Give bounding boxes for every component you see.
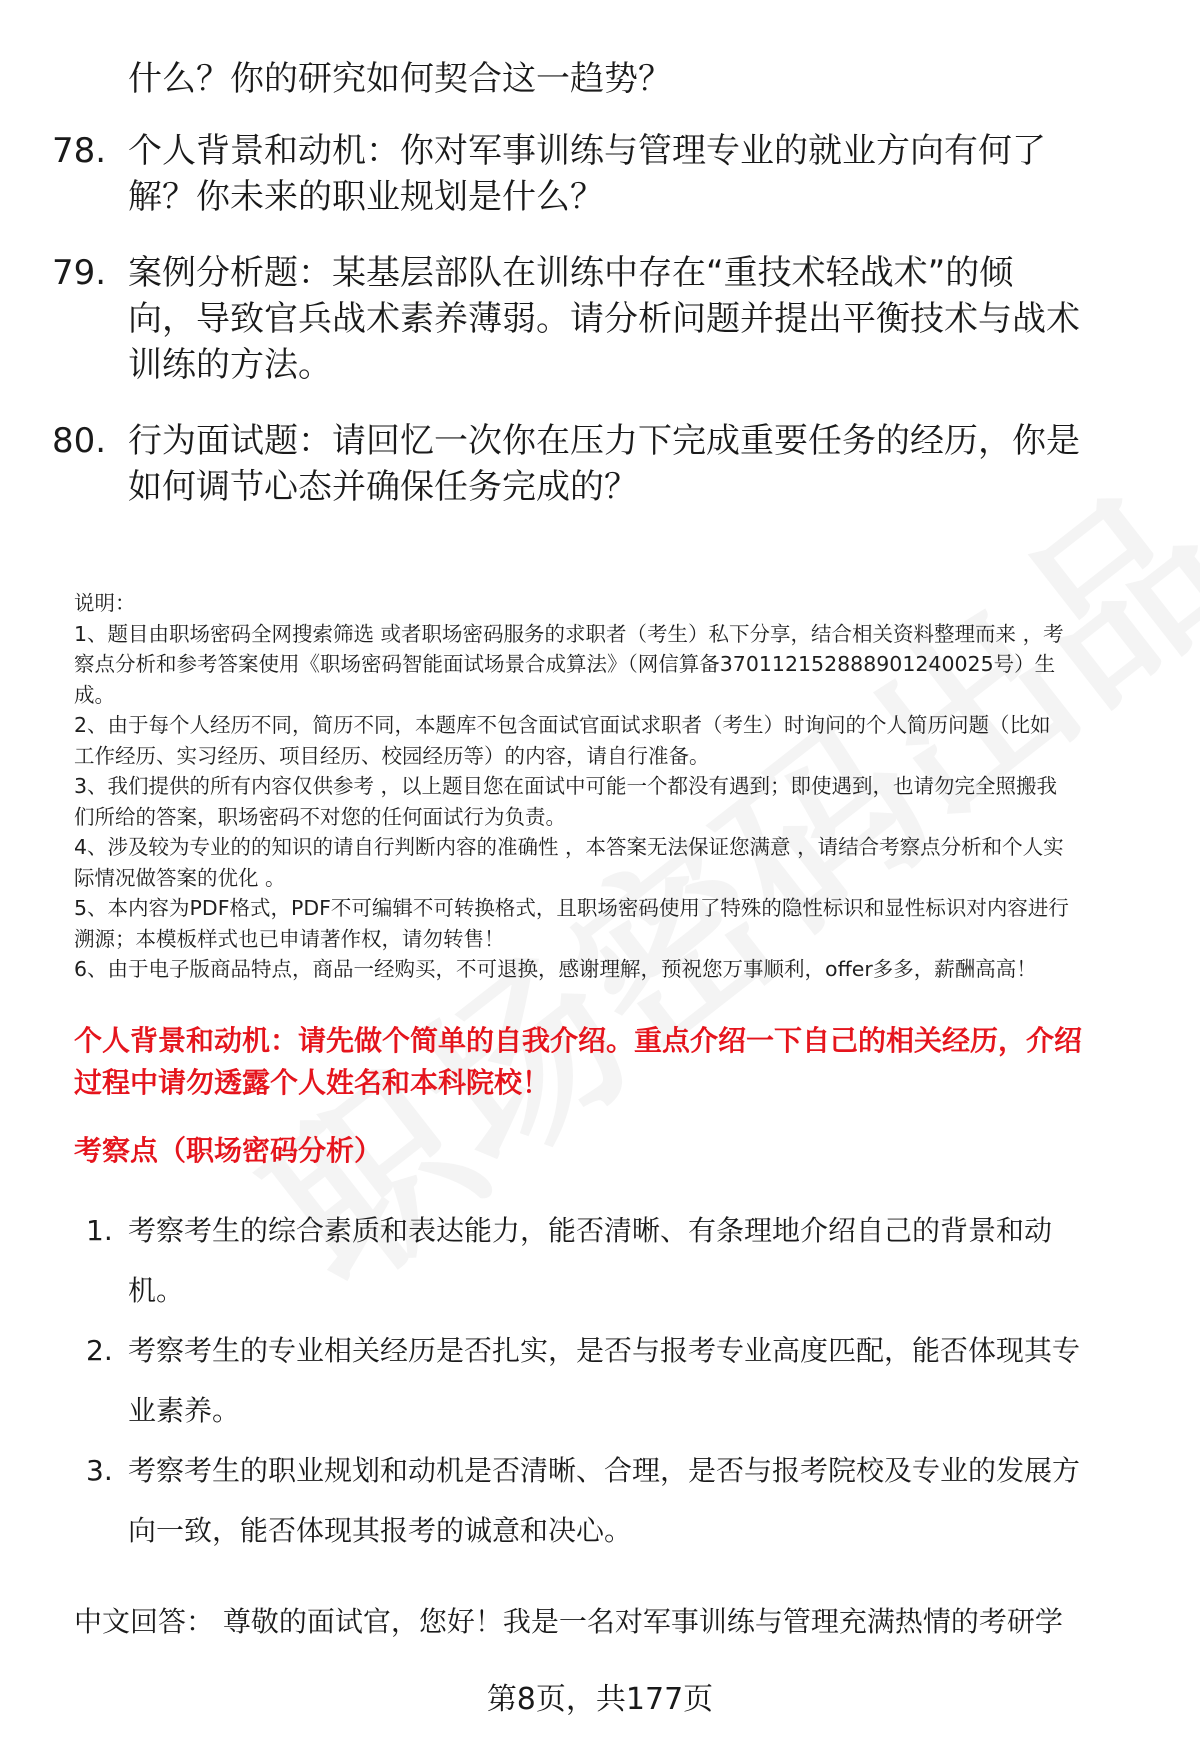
analysis-item-3-line-1: 考察考生的职业规划和动机是否清晰、合理，是否与报考院校及专业的发展方 [128, 1454, 1081, 1487]
question-heading-line-1: 个人背景和动机：请先做个简单的自我介绍。重点介绍一下自己的相关经历，介绍 [74, 1024, 1083, 1057]
page-number-footer: 第8页，共177页 [486, 1682, 714, 1717]
question-80-number: 80. [52, 421, 107, 461]
analysis-item-1-line-1: 考察考生的综合素质和表达能力，能否清晰、有条理地介绍自己的背景和动 [128, 1214, 1053, 1247]
question-80-line-1: 行为面试题：请回忆一次你在压力下完成重要任务的经历，你是 [128, 421, 1080, 461]
analysis-item-2-number: 2. [86, 1334, 113, 1367]
analysis-item-1-number: 1. [86, 1214, 113, 1247]
notes-line: 说明： [74, 591, 136, 615]
analysis-item-1-line-2: 机。 [128, 1274, 185, 1307]
notes-line: 际情况做答案的优化 。 [74, 865, 286, 890]
notes-line: 溯源；本模板样式也已申请著作权，请勿转售！ [74, 926, 505, 951]
analysis-item-2-line-1: 考察考生的专业相关经历是否扎实，是否与报考专业高度匹配，能否体现其专 [128, 1334, 1081, 1367]
question-79-number: 79. [52, 253, 107, 293]
notes-block [74, 588, 1164, 985]
analysis-item-3-number: 3. [86, 1454, 113, 1487]
notes-line: 成。 [74, 682, 115, 707]
question-heading-line-2: 过程中请勿透露个人姓名和本科院校！ [74, 1066, 551, 1099]
notes-line: 4、涉及较为专业的的知识的请自行判断内容的准确性 ，本答案无法保证您满意 ，请结合考察点分析和个人实 [74, 835, 1064, 859]
notes-line: 6、由于电子版商品特点，商品一经购买，不可退换，感谢理解，预祝您万事顺利，offer多多，薪酬高高！ [74, 957, 1037, 981]
analysis-item-2-line-2: 业素养。 [128, 1394, 241, 1427]
question-80-line-2: 如何调节心态并确保任务完成的？ [128, 467, 638, 507]
question-78-line-2: 解？你未来的职业规划是什么？ [128, 177, 604, 217]
notes-line: 3、我们提供的所有内容仅供参考 ，以上题目您在面试中可能一个都没有遇到；即使遇到，也请勿完全照搬我 [74, 774, 1058, 798]
notes-line: 们所给的答案，职场密码不对您的任何面试行为负责。 [74, 804, 566, 829]
question-78-number: 78. [52, 131, 107, 171]
analysis-item-3-line-2: 向一致，能否体现其报考的诚意和决心。 [128, 1514, 633, 1547]
notes-line: 察点分析和参考答案使用《职场密码智能面试场景合成算法》（网信算备370112152888901240025号）生 [74, 652, 1056, 676]
answer-preview: 中文回答： 尊敬的面试官，您好！我是一名对军事训练与管理充满热情的考研学 [74, 1605, 1063, 1638]
question-77-continuation: 什么？你的研究如何契合这一趋势？ [128, 59, 672, 99]
question-79-line-3: 训练的方法。 [128, 345, 332, 385]
question-78-line-1: 个人背景和动机：你对军事训练与管理专业的就业方向有何了 [128, 131, 1046, 171]
notes-line: 2、由于每个人经历不同，简历不同，本题库不包含面试官面试求职者（考生）时询问的个人简历问题（比如 [74, 713, 1051, 737]
question-79-line-1: 案例分析题：某基层部队在训练中存在“重技术轻战术”的倾 [128, 253, 1014, 293]
analysis-heading: 考察点（职场密码分析） [74, 1134, 383, 1167]
question-79-line-2: 向，导致官兵战术素养薄弱。请分析问题并提出平衡技术与战术 [128, 299, 1080, 339]
notes-line: 工作经历、实习经历、项目经历、校园经历等）的内容，请自行准备。 [74, 743, 710, 768]
notes-line: 1、题目由职场密码全网搜索筛选 或者职场密码服务的求职者（考生）私下分享，结合相关资料整理而来 ，考 [74, 621, 1064, 646]
notes-line: 5、本内容为PDF格式，PDF不可编辑不可转换格式，且职场密码使用了特殊的隐性标识和显性标识对内容进行 [74, 896, 1069, 920]
